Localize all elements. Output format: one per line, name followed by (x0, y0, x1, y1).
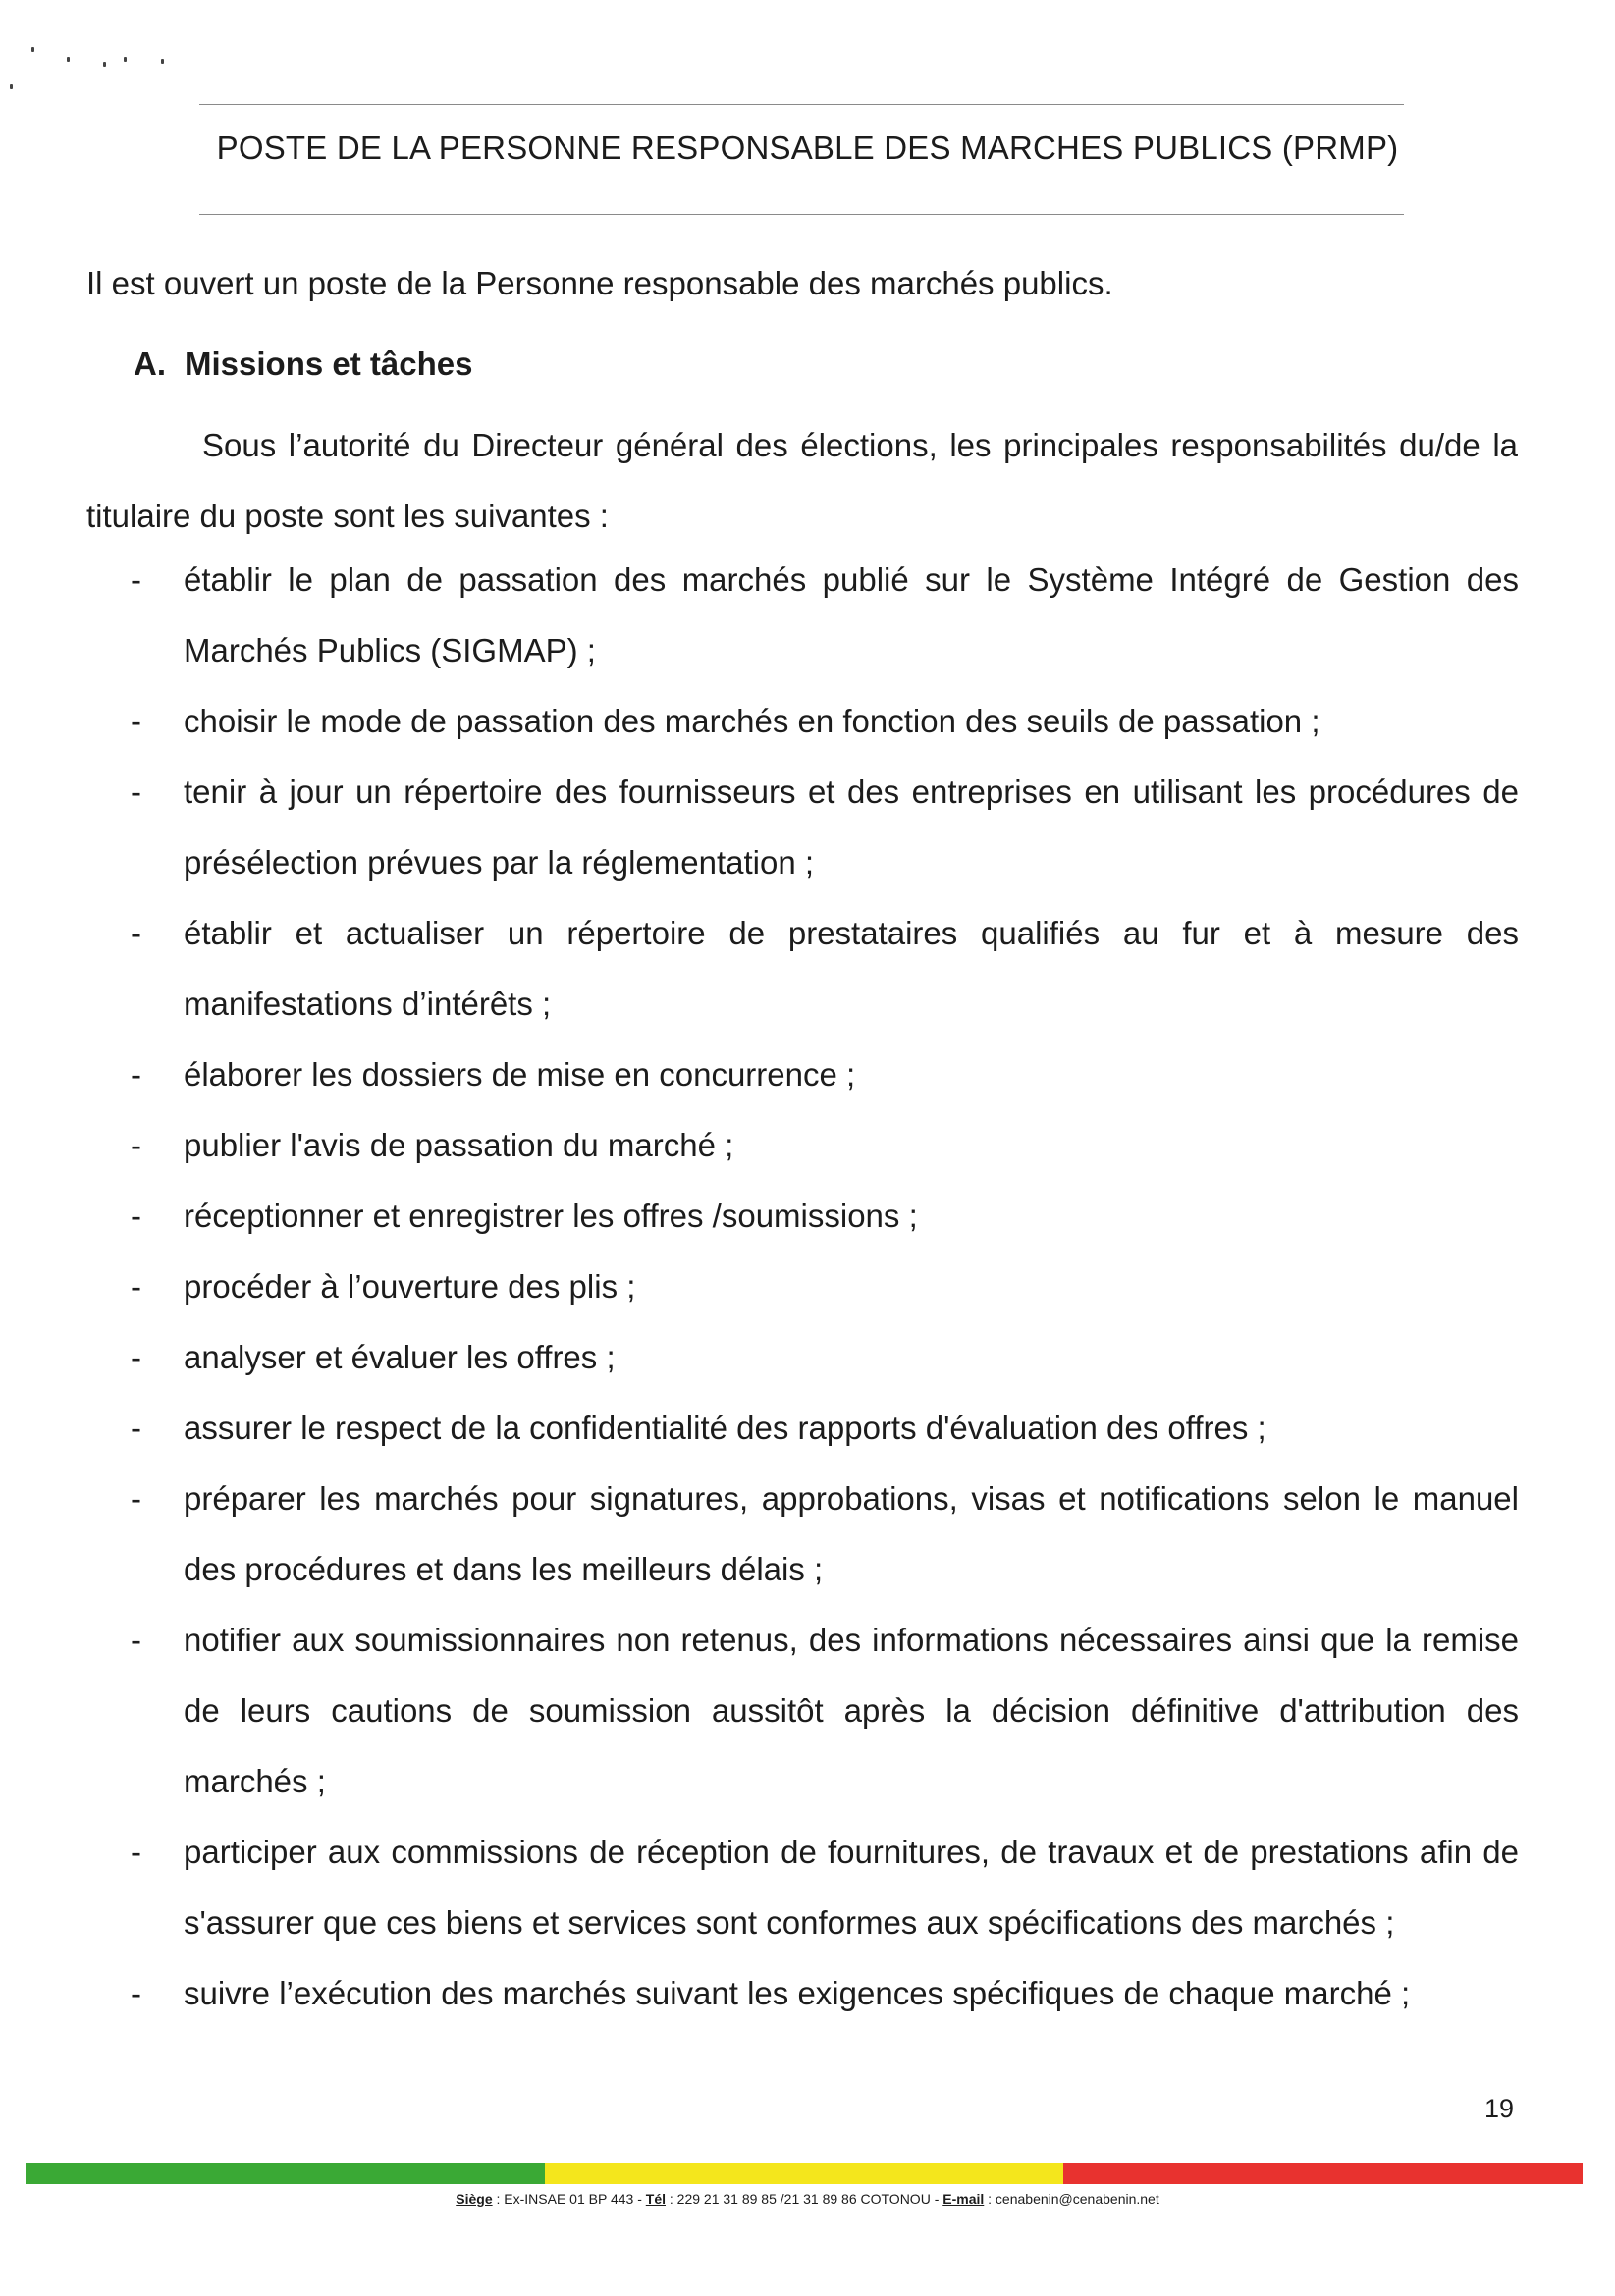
task-text: établir le plan de passation des marchés publié sur le Système Intégré de Gestion des Marchés Publics (SIGMAP) ; (184, 561, 1519, 668)
footer-siege-label: Siège (456, 2191, 493, 2207)
intro-paragraph: Il est ouvert un poste de la Personne responsable des marchés publics. (86, 265, 1113, 301)
page-number: 19 (1484, 2094, 1515, 2123)
section-title: Missions et tâches (185, 346, 473, 382)
header-rule-bottom (199, 214, 1404, 215)
bullet-dash: - (131, 1268, 141, 1305)
task-item (131, 686, 1519, 757)
footer-siege-value: : Ex-INSAE 01 BP 443 - (492, 2191, 646, 2207)
task-item (131, 1958, 1519, 2029)
task-item (131, 1817, 1519, 1958)
task-text: établir et actualiser un répertoire de prestataires qualifiés au fur et à mesure des manifestations d’intérêts ; (184, 915, 1519, 1022)
task-item (131, 1393, 1519, 1464)
task-text: élaborer les dossiers de mise en concurrence ; (184, 1056, 856, 1093)
page-title: POSTE DE LA PERSONNE RESPONSABLE DES MARCHES PUBLICS (PRMP) (216, 130, 1399, 166)
footer-contact (0, 2191, 1615, 2207)
footer-tel-value: : 229 21 31 89 85 /21 31 89 86 COTONOU - (666, 2191, 943, 2207)
task-text: notifier aux soumissionnaires non retenus, des informations nécessaires ainsi que la remise de leurs cautions de soumission aussitôt après la décision définitive d'attribution des marchés ; (184, 1622, 1519, 1799)
footer-email-label: E-mail (942, 2191, 985, 2207)
flag-red-segment (1063, 2163, 1583, 2184)
task-list (0, 545, 1615, 2029)
task-text: publier l'avis de passation du marché ; (184, 1127, 734, 1163)
bullet-dash: - (131, 1198, 141, 1234)
task-item (131, 1110, 1519, 1181)
task-text: participer aux commissions de réception de fournitures, de travaux et de prestations afin de s'assurer que ces biens et services sont conformes aux spécifications des marchés ; (184, 1834, 1519, 1941)
task-text: tenir à jour un répertoire des fournisseurs et des entreprises en utilisant les procédures de présélection prévues par la réglementation ; (184, 774, 1519, 881)
task-item (131, 1181, 1519, 1252)
section-lead-paragraph: Sous l’autorité du Directeur général des élections, les principales responsabilités du/de la titulaire du poste sont les suivantes : (86, 427, 1518, 534)
task-item (131, 1605, 1519, 1817)
bullet-dash: - (131, 774, 141, 810)
bullet-dash: - (131, 1975, 141, 2011)
task-item (131, 1252, 1519, 1322)
task-item (131, 1464, 1519, 1605)
bullet-dash: - (131, 561, 141, 598)
bullet-dash: - (131, 1410, 141, 1446)
footer-tel-label: Tél (645, 2191, 666, 2207)
bullet-dash: - (131, 1127, 141, 1163)
bullet-dash: - (131, 1480, 141, 1517)
flag-color-bar (26, 2163, 1583, 2184)
task-item (131, 545, 1519, 686)
bullet-dash: - (131, 1622, 141, 1658)
bullet-dash: - (131, 915, 141, 951)
task-text: réceptionner et enregistrer les offres /soumissions ; (184, 1198, 918, 1234)
bullet-dash: - (131, 1056, 141, 1093)
bullet-dash: - (131, 1834, 141, 1870)
task-text: suivre l’exécution des marchés suivant les exigences spécifiques de chaque marché ; (184, 1975, 1411, 2011)
bullet-dash: - (131, 1339, 141, 1375)
section-heading (134, 346, 472, 383)
task-item (131, 898, 1519, 1040)
task-text: assurer le respect de la confidentialité des rapports d'évaluation des offres ; (184, 1410, 1266, 1446)
section-letter: A. (134, 346, 166, 382)
bullet-dash: - (131, 703, 141, 739)
task-text: procéder à l’ouverture des plis ; (184, 1268, 636, 1305)
task-text: préparer les marchés pour signatures, approbations, visas et notifications selon le manuel des procédures et dans les meilleurs délais ; (184, 1480, 1519, 1587)
footer-email-value: : cenabenin@cenabenin.net (984, 2191, 1159, 2207)
task-text: analyser et évaluer les offres ; (184, 1339, 616, 1375)
task-item (131, 1040, 1519, 1110)
task-text: choisir le mode de passation des marchés en fonction des seuils de passation ; (184, 703, 1320, 739)
flag-green-segment (26, 2163, 545, 2184)
scan-specks (10, 47, 177, 96)
task-item (131, 757, 1519, 898)
task-item (131, 1322, 1519, 1393)
header-rule-top (199, 104, 1404, 105)
flag-yellow-segment (545, 2163, 1064, 2184)
